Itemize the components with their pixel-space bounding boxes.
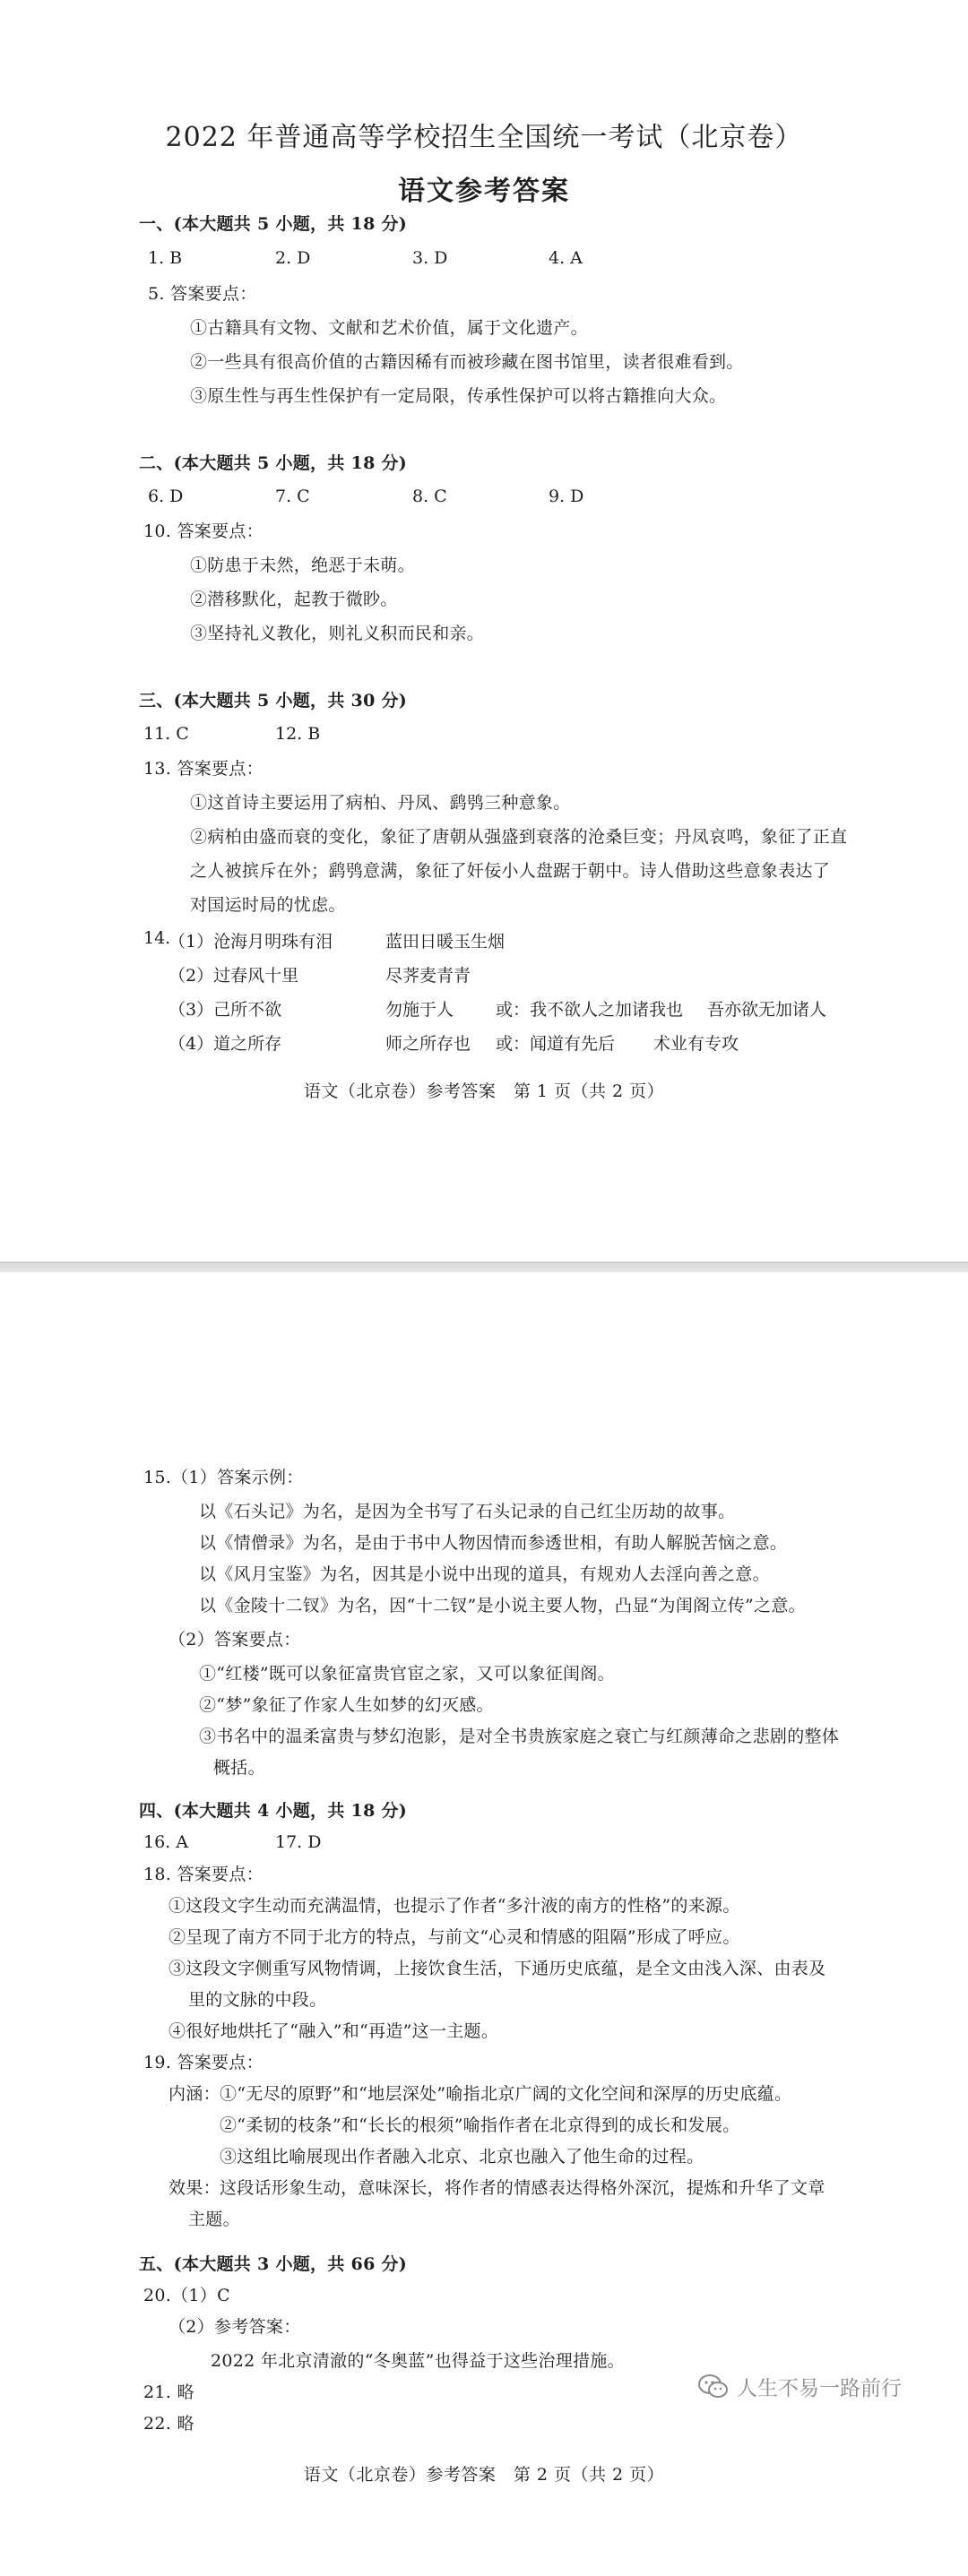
q14-cell: 或： (496, 1000, 531, 1020)
q19-neihan-label: 内涵： (169, 2084, 220, 2104)
q19-xiaoguo-label: 效果： (169, 2178, 220, 2198)
q15-label: 15.（1）答案示例： (143, 1468, 304, 1487)
q15-2-point-cont: 概括。 (213, 1758, 265, 1778)
q14-cell: 师之所存也 (385, 1034, 471, 1054)
q13-point-cont: 对国运时局的忧虑。 (190, 895, 346, 915)
q15-example: 以《情僧录》为名，是由于书中人物因情而参透世相，有助人解脱苦恼之意。 (199, 1533, 788, 1553)
q19-neihan-point: ①“无尽的原野”和“地层深处”喻指北京广阔的文化空间和深厚的历史底蕴。 (220, 2084, 792, 2104)
wechat-icon (697, 2374, 730, 2400)
q10-point: ③坚持礼义教化，则礼义积而民和亲。 (190, 624, 485, 643)
q14-cell: （4）道之所存 (169, 1034, 282, 1054)
q13-point: ①这首诗主要运用了病柏、丹凤、鹞鸮三种意象。 (190, 793, 571, 813)
answer-12: 12. B (275, 724, 321, 744)
section-3-header: 三、(本大题共 5 小题，共 30 分) (139, 691, 408, 711)
answer-7: 7. C (275, 487, 310, 506)
q14-cell: （3）己所不欲 (169, 1000, 282, 1020)
section-5-header: 五、(本大题共 3 小题，共 66 分) (139, 2254, 408, 2274)
q15-example: 以《风月宝鉴》为名，因其是小说中出现的道具，有规劝人去淫向善之意。 (199, 1564, 770, 1584)
q5-point: ①古籍具有文物、文献和艺术价值，属于文化遗产。 (190, 318, 588, 338)
q13-point-cont: 之人被摈斥在外；鹞鸮意满，象征了奸佞小人盘踞于朝中。诗人借助这些意象表达了 (190, 861, 831, 881)
watermark-text: 人生不易一路前行 (737, 2377, 902, 2400)
answer-8: 8. C (412, 487, 447, 506)
answer-page-1 (0, 0, 968, 1262)
q18-label: 18. 答案要点： (143, 1865, 264, 1884)
q21: 21. 略 (143, 2382, 194, 2402)
q15-example: 以《金陵十二钗》为名，因“十二钗”是小说主要人物，凸显“为闺阁立传”之意。 (199, 1596, 806, 1615)
q19-neihan-point: ②“柔韧的枝条”和“长长的根须”喻指作者在北京得到的成长和发展。 (220, 2115, 740, 2135)
q14-cell: 蓝田日暖玉生烟 (385, 932, 506, 952)
page-footer: 语文（北京卷）参考答案 第 2 页（共 2 页） (303, 2465, 665, 2485)
q18-point-cont: 里的文脉的中段。 (188, 1990, 327, 2010)
answer-4: 4. A (549, 248, 583, 268)
q14-cell: 闻道有先后 (530, 1034, 616, 1054)
q15-2-point: ①“红楼”既可以象征富贵官宦之家，又可以象征闺阁。 (199, 1664, 615, 1684)
q14-cell: 尽荠麦青青 (385, 966, 471, 986)
answer-3: 3. D (412, 248, 448, 268)
q10-point: ①防患于未然，绝恶于未萌。 (190, 556, 415, 575)
q18-point: ②呈现了南方不同于北方的特点，与前文“心灵和情感的阻隔”形成了呼应。 (169, 1927, 740, 1947)
q15-2-point: ③书名中的温柔富贵与梦幻泡影，是对全书贵族家庭之衰亡与红颜薄命之悲剧的整体 (199, 1727, 840, 1746)
q10-point: ②潜移默化，起教于微眇。 (190, 590, 398, 609)
watermark (697, 2372, 902, 2401)
exam-title: 2022 年普通高等学校招生全国统一考试（北京卷） (165, 122, 803, 153)
q22: 22. 略 (143, 2414, 194, 2434)
q5-label: 5. 答案要点： (148, 284, 257, 304)
q18-point: ①这段文字生动而充满温情，也提示了作者“多汁液的南方的性格”的来源。 (169, 1896, 740, 1916)
q19-neihan-point: ③这组比喻展现出作者融入北京、北京也融入了他生命的过程。 (220, 2147, 704, 2167)
q18-point: ③这段文字侧重写风物情调，上接饮食生活，下通历史底蕴，是全文由浅入深、由表及 (169, 1959, 826, 1978)
q14-label: 14. (143, 928, 171, 948)
q14-cell: 或： (496, 1034, 531, 1054)
answer-1: 1. B (148, 248, 183, 268)
q15-2-label: （2）答案要点： (169, 1630, 301, 1650)
section-4-header: 四、(本大题共 4 小题，共 18 分) (139, 1801, 408, 1821)
answer-6: 6. D (148, 487, 184, 506)
section-1-header: 一、(本大题共 5 小题，共 18 分) (139, 214, 408, 234)
page-footer: 语文（北京卷）参考答案 第 1 页（共 2 页） (303, 1081, 665, 1101)
section-2-header: 二、(本大题共 5 小题，共 18 分) (139, 453, 408, 473)
q14-cell: 吾亦欲无加诸人 (707, 1000, 827, 1020)
q20-1: 20.（1）C (143, 2286, 230, 2305)
q15-2-point: ②“梦”象征了作家人生如梦的幻灭感。 (199, 1695, 494, 1715)
q18-point: ④很好地烘托了“融入”和“再造”这一主题。 (169, 2021, 499, 2041)
answer-2: 2. D (275, 248, 311, 268)
q5-point: ③原生性与再生性保护有一定局限，传承性保护可以将古籍推向大众。 (190, 386, 727, 406)
q5-point: ②一些具有很高价值的古籍因稀有而被珍藏在图书馆里，读者很难看到。 (190, 352, 744, 372)
answer-11: 11. C (143, 724, 189, 744)
q14-cell: （1）沧海月明珠有泪 (169, 932, 333, 952)
answer-9: 9. D (549, 487, 584, 506)
q14-cell: （2）过春风十里 (169, 966, 299, 986)
q14-cell: 勿施于人 (385, 1000, 454, 1020)
q20-2-label: （2）参考答案： (169, 2317, 301, 2337)
q19-xiaoguo-cont: 主题。 (188, 2210, 240, 2229)
q19-xiaoguo-text: 这段话形象生动，意味深长，将作者的情感表达得格外深沉，提炼和升华了文章 (220, 2178, 825, 2198)
q14-cell: 我不欲人之加诸我也 (530, 1000, 684, 1020)
page-subtitle: 语文参考答案 (398, 176, 570, 207)
q20-2-text: 2022 年北京清澈的“冬奥蓝”也得益于这些治理措施。 (211, 2351, 625, 2371)
q15-example: 以《石头记》为名，是因为全书写了石头记录的自己红尘历劫的故事。 (199, 1502, 736, 1521)
q13-point: ②病柏由盛而衰的变化，象征了唐朝从强盛到衰落的沧桑巨变；丹凤哀鸣，象征了正直 (190, 827, 848, 847)
answer-17: 17. D (275, 1832, 322, 1852)
answer-16: 16. A (143, 1832, 188, 1852)
q13-label: 13. 答案要点： (143, 759, 264, 779)
q19-label: 19. 答案要点： (143, 2053, 264, 2072)
q14-cell: 术业有专攻 (653, 1034, 739, 1054)
q10-label: 10. 答案要点： (143, 521, 264, 541)
